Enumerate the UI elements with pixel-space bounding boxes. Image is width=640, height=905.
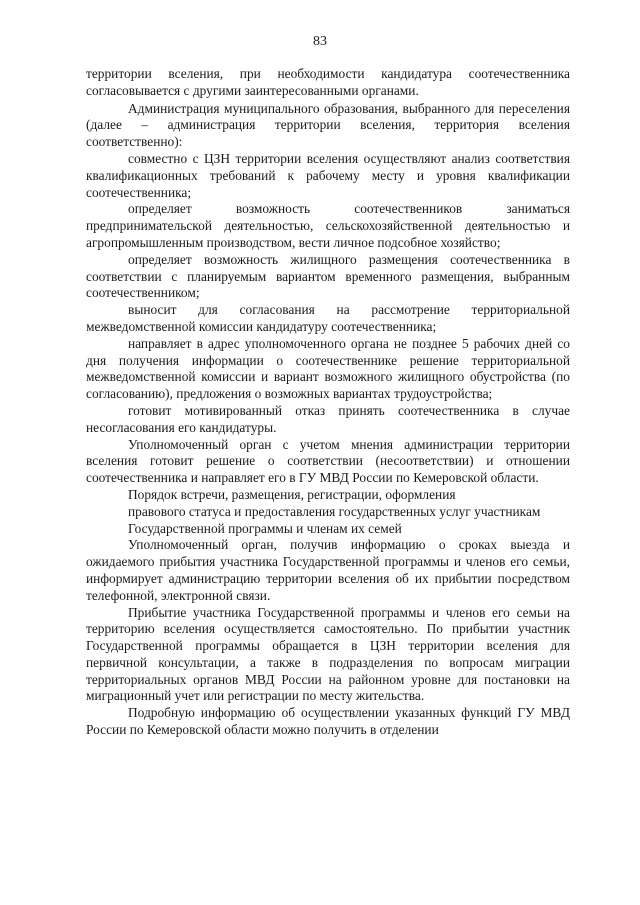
paragraph: готовит мотивированный отказ принять соотечественника в случае несогласования его кандидатуры. xyxy=(86,402,570,435)
section-heading-line: Порядок встречи, размещения, регистрации, оформления xyxy=(128,486,456,502)
paragraph: определяет возможность соотечественников заниматься предпринимательской деятельностью, сельскохозяйственной деятельностью и агропромышленным производством, вести личное подсобное хозяйство; xyxy=(86,201,570,250)
page-number: 83 xyxy=(313,34,327,49)
paragraph: выносит для согласования на рассмотрение территориальной межведомственной комиссии кандидатуру соотечественника; xyxy=(86,302,570,334)
paragraph: Подробную информацию об осуществлении указанных функций ГУ МВД России по Кемеровской области можно получить в отделении xyxy=(86,705,570,738)
paragraph: Прибытие участника Государственной программы и членов его семьи на территорию вселения осуществляется самостоятельно. По прибытии участник Государственной программы обращается в ЦЗН территории вселения для первичной консультации, а также в подразделения по вопросам миграции территориальных органов МВД России на районном уровне для постановки на миграционный учет или регистрации по месту жительства. xyxy=(86,604,570,704)
document-body xyxy=(86,66,570,739)
section-heading-line: Государственной программы и членам их семей xyxy=(128,520,402,536)
paragraph: определяет возможность жилищного размещения соотечественника в соответствии с планируемым вариантом временного размещения, выбранным соотечественником; xyxy=(86,251,570,301)
paragraph: Уполномоченный орган с учетом мнения администрации территории вселения готовит решение о соответствии (несоответствии) и отношении соотечественника и направляет его в ГУ МВД России по Кемеровской области. xyxy=(86,436,570,486)
section-heading-line: правового статуса и предоставления государственных услуг участникам xyxy=(128,503,541,519)
paragraph: совместно с ЦЗН территории вселения осуществляют анализ соответствия квалификационных требований к рабочему месту и уровня квалификации соотечественника; xyxy=(86,150,570,200)
paragraph: Уполномоченный орган, получив информацию о сроках выезда и ожидаемого прибытия участника Государственной программы и членов его семьи, информирует администрацию территории вселения об их прибытии посредством телефонной, электронной связи. xyxy=(86,537,570,603)
paragraph: направляет в адрес уполномоченного органа не позднее 5 рабочих дней со дня получения информации о соотечественнике решение территориальной межведомственной комиссии и вариант возможного жилищного обустройства (по согласованию), предложения о возможных вариантах трудоустройства; xyxy=(86,335,570,402)
paragraph: Администрация муниципального образования, выбранного для переселения (далее – администрация территории вселения, территория вселения соответственно): xyxy=(86,100,570,150)
paragraph: территории вселения, при необходимости кандидатура соотечественника согласовывается с другими заинтересованными органами. xyxy=(86,66,570,98)
section-heading xyxy=(86,487,570,537)
